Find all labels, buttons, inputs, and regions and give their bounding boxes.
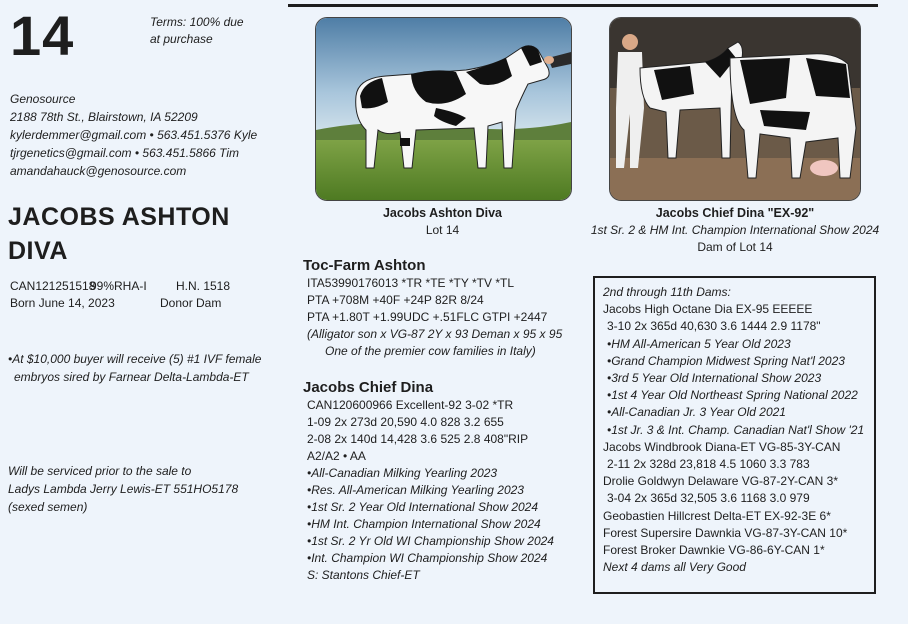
second-dam-award-6: •1st Jr. 3 & Int. Champ. Canadian Nat'l Show '21 <box>607 422 865 437</box>
dam-line-1: CAN120600966 Excellent-92 3-02 *TR <box>307 398 514 412</box>
terms-line-2: at purchase <box>150 32 213 46</box>
photo-chief-dina <box>609 17 861 201</box>
registration-number: CAN121251518 <box>10 279 96 293</box>
lot-number: 14 <box>10 4 75 67</box>
donor-dam-label: Donor Dam <box>160 296 222 310</box>
caption-ashton-diva-sub: Lot 14 <box>425 223 460 237</box>
show-ring-photo-illustration <box>610 18 860 200</box>
embryo-offer-line-1: •At $10,000 buyer will receive (5) #1 IVF female <box>8 352 262 366</box>
consignor-block <box>10 90 257 180</box>
dams-box-header: 2nd through 11th Dams: <box>603 285 731 299</box>
animal-name-line-1: JACOBS ASHTON <box>8 203 230 231</box>
animal-name-line-2: DIVA <box>8 237 68 265</box>
consignor-name: Genosource <box>10 92 76 106</box>
consignor-contact-kyle: kylerdemmer@gmail.com • 563.451.5376 Kyle <box>10 128 258 142</box>
embryo-offer-line-2: embryos sired by Farnear Delta-Lambda-ET <box>14 370 249 384</box>
dam-line-4: A2/A2 • AA <box>307 449 366 463</box>
fourth-dam-name: Drolie Goldwyn Delaware VG-87-2Y-CAN 3* <box>603 474 838 489</box>
second-dam-award-4: •1st 4 Year Old Northeast Spring National 2022 <box>607 388 858 403</box>
service-note-line-1: Will be serviced prior to the sale to <box>8 464 192 478</box>
service-note-line-3: (sexed semen) <box>8 500 88 514</box>
second-dam-name: Jacobs High Octane Dia EX-95 EEEEE <box>603 302 813 317</box>
third-dam-name: Jacobs Windbrook Diana-ET VG-85-3Y-CAN <box>603 439 841 454</box>
dam-section <box>303 378 593 584</box>
dams-box-footer: Next 4 dams all Very Good <box>603 560 746 575</box>
animal-identification <box>10 278 230 312</box>
consignor-contact-tim: tjrgenetics@gmail.com • 563.451.5866 Tim <box>10 146 240 160</box>
dam-line-3: 2-08 2x 140d 14,428 3.6 525 2.8 408"RIP <box>307 432 529 446</box>
caption-chief-dina <box>585 205 885 256</box>
dam-award-4: •HM Int. Champion International Show 2024 <box>307 517 541 531</box>
second-dam-record: 3-10 2x 365d 40,630 3.6 1444 2.9 1178" <box>607 319 821 334</box>
cow-photo-illustration <box>316 18 571 200</box>
consignor-address: 2188 78th St., Blairstown, IA 52209 <box>10 110 198 124</box>
sire-pedigree-note-1: (Alligator son x VG-87 2Y x 93 Deman x 95 x 95 <box>307 327 563 341</box>
top-rule <box>288 4 878 7</box>
caption-ashton-diva <box>315 205 570 239</box>
dam-sire: S: Stantons Chief-ET <box>307 568 420 582</box>
sixth-dam-name: Forest Supersire Dawnkia VG-87-3Y-CAN 10* <box>603 525 848 540</box>
sire-line-1: ITA53990176013 *TR *TE *TY *TV *TL <box>307 276 514 290</box>
dam-award-2: •Res. All-American Milking Yearling 2023 <box>307 483 524 497</box>
service-note-line-2: Ladys Lambda Jerry Lewis-ET 551HO5178 <box>8 482 239 496</box>
sire-section <box>303 256 593 360</box>
rha-value: 99%RHA-I <box>90 279 147 293</box>
terms-line-1: Terms: 100% due <box>150 15 244 29</box>
sire-pedigree-note-2: One of the premier cow families in Italy) <box>325 344 536 358</box>
service-note <box>8 462 238 516</box>
seventh-dam-name: Forest Broker Dawnkie VG-86-6Y-CAN 1* <box>603 543 825 558</box>
herd-number: H.N. 1518 <box>176 279 231 293</box>
birth-date: Born June 14, 2023 <box>10 296 115 310</box>
second-dam-award-2: •Grand Champion Midwest Spring Nat'l 2023 <box>607 353 845 368</box>
dam-award-5: •1st Sr. 2 Yr Old WI Championship Show 2024 <box>307 534 554 548</box>
second-dam-award-5: •All-Canadian Jr. 3 Year Old 2021 <box>607 405 786 420</box>
second-dam-award-3: •3rd 5 Year Old International Show 2023 <box>607 371 822 386</box>
sire-line-3: PTA +1.80T +1.99UDC +.51FLC GTPI +2447 <box>307 310 548 324</box>
dam-award-3: •1st Sr. 2 Year Old International Show 2024 <box>307 500 539 514</box>
dam-line-2: 1-09 2x 273d 20,590 4.0 828 3.2 655 <box>307 415 504 429</box>
photo-ashton-diva <box>315 17 572 201</box>
dam-name: Jacobs Chief Dina <box>303 379 434 396</box>
fifth-dam-name: Geobastien Hillcrest Delta-ET EX-92-3E 6* <box>603 508 831 523</box>
sire-name: Toc-Farm Ashton <box>303 257 426 274</box>
ancestral-dams-box <box>593 276 876 594</box>
sire-line-2: PTA +708M +40F +24P 82R 8/24 <box>307 293 484 307</box>
terms <box>150 14 244 48</box>
dam-award-1: •All-Canadian Milking Yearling 2023 <box>307 466 498 480</box>
caption-chief-dina-title: Jacobs Chief Dina "EX-92" <box>655 206 815 220</box>
fourth-dam-record: 3-04 2x 365d 32,505 3.6 1168 3.0 979 <box>607 491 810 506</box>
caption-chief-dina-sub-2: Dam of Lot 14 <box>697 240 773 254</box>
embryo-offer <box>8 350 261 386</box>
caption-chief-dina-sub-1: 1st Sr. 2 & HM Int. Champion International Show 2024 <box>590 223 880 237</box>
animal-name <box>8 200 230 268</box>
caption-ashton-diva-title: Jacobs Ashton Diva <box>382 206 502 220</box>
dam-award-6: •Int. Champion WI Championship Show 2024 <box>307 551 548 565</box>
consignor-contact-amanda: amandahauck@genosource.com <box>10 164 187 178</box>
third-dam-record: 2-11 2x 328d 23,818 4.5 1060 3.3 783 <box>607 457 810 472</box>
second-dam-award-1: •HM All-American 5 Year Old 2023 <box>607 336 791 351</box>
